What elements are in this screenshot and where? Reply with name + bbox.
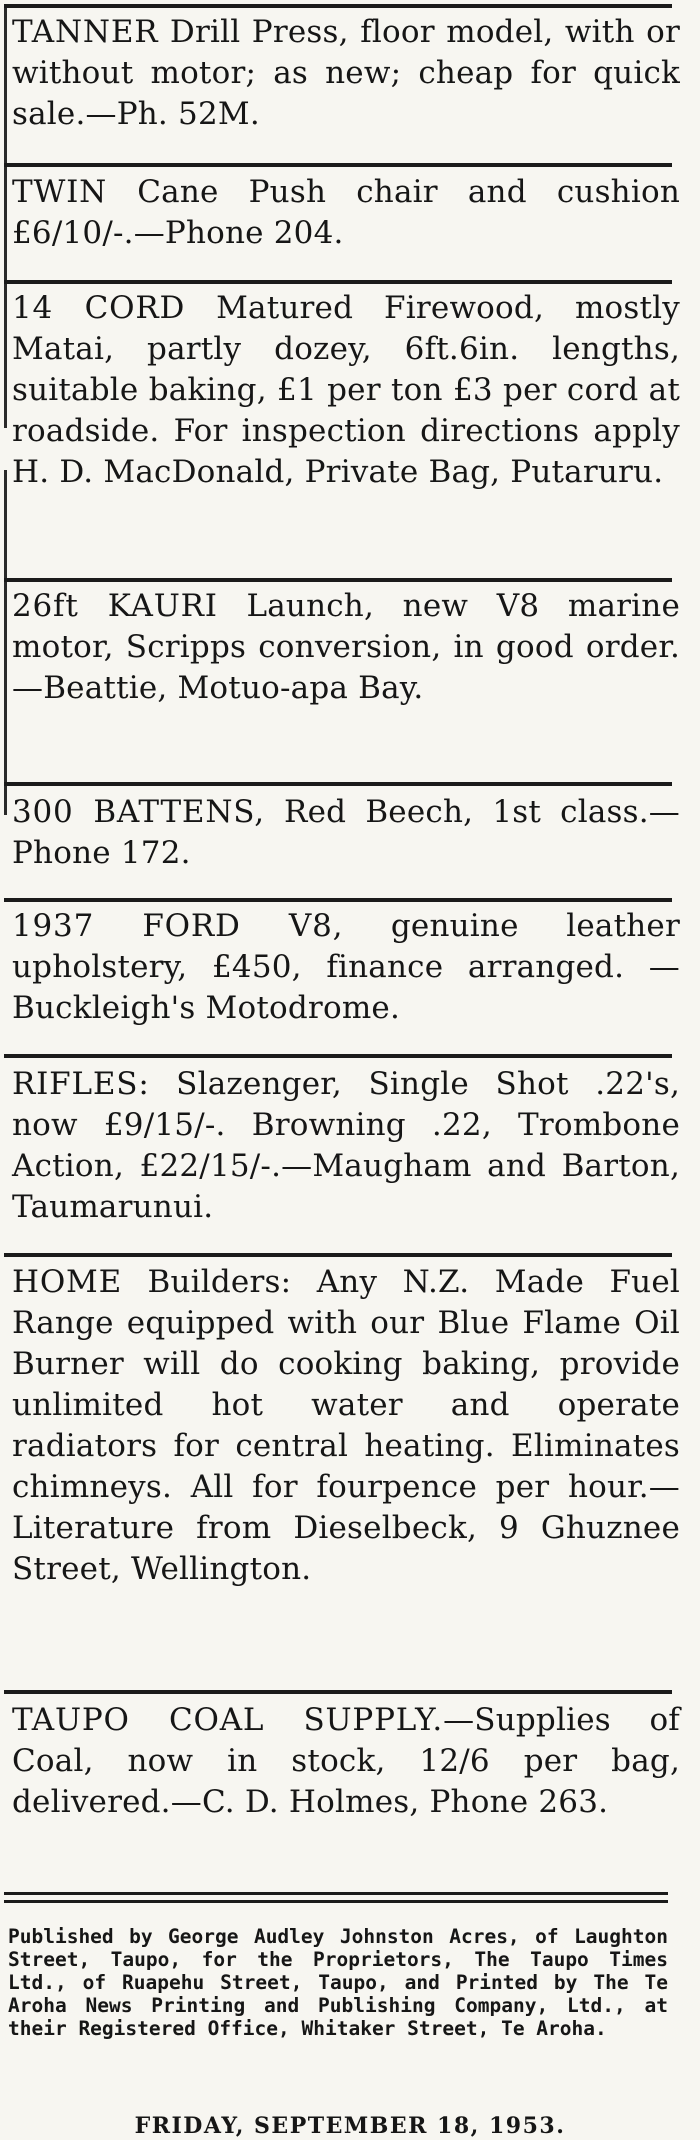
classified-ad [12, 1262, 680, 1590]
classified-ad [12, 906, 680, 1029]
closing-rule [4, 1900, 668, 1903]
divider-rule [4, 163, 672, 167]
ad-heading: RIFLES: [12, 1066, 150, 1102]
closing-rule [4, 1892, 668, 1895]
issue-dateline: FRIDAY, SEPTEMBER 18, 1953. [134, 2113, 566, 2139]
divider-rule [4, 898, 672, 902]
divider-rule [4, 1690, 672, 1694]
ad-heading: 26ft KAURI [12, 588, 218, 624]
ad-text: Red Beech, 1st class.—Phone 172. [12, 794, 680, 871]
column-edge [4, 470, 7, 815]
ad-text: Slazenger, Single Shot .22's, now £9/15/-. Browning .22, Trombone Action, £22/15/-.—Maugham and Barton, Taumarunui. [12, 1066, 680, 1225]
classified-ad [12, 172, 680, 254]
classified-ad [12, 792, 680, 874]
ad-text: Drill Press, floor model, with or without motor; as new; cheap for quick sale.—Ph. 52M. [12, 14, 680, 132]
classified-ad [12, 1700, 680, 1823]
ad-heading: 300 BATTENS, [12, 794, 265, 830]
divider-rule [4, 1253, 672, 1257]
publisher-imprint: Published by George Audley Johnston Acres, of Laughton Street, Taupo, for the Proprietors, The Taupo Times Ltd., of Ruapehu Street, Taupo, and Printed by The Te Aroha News Printing and Publishing Company, Ltd., at their Registered Office, Whitaker Street, Te Aroha. [8, 1925, 668, 2040]
classified-ad [12, 12, 680, 135]
classified-ad [12, 288, 680, 493]
ad-heading: TWIN [12, 174, 108, 210]
classified-ad [12, 1064, 680, 1228]
ad-heading: TAUPO COAL SUPPLY. [12, 1702, 444, 1738]
ad-heading: 14 CORD [12, 290, 186, 326]
ad-heading: HOME [12, 1264, 123, 1300]
divider-rule [4, 4, 672, 8]
ad-heading: TANNER [12, 14, 159, 50]
ad-text: Cane Push chair and cushion £6/10/-.—Phone 204. [12, 174, 680, 251]
divider-rule [4, 280, 672, 284]
divider-rule [4, 782, 672, 786]
classified-ad [12, 586, 680, 709]
ad-heading: 1937 FORD V8, [12, 908, 344, 944]
ad-text: genuine leather upholstery, £450, finance arranged. —Buckleigh's Motodrome. [12, 908, 680, 1026]
divider-rule [4, 578, 672, 582]
ad-text: —Supplies of Coal, now in stock, 12/6 per bag, delivered.—C. D. Holmes, Phone 263. [12, 1702, 680, 1820]
divider-rule [4, 1054, 672, 1058]
ad-text: Launch, new V8 marine motor, Scripps conversion, in good order.—Beattie, Motuo-apa Bay. [12, 588, 680, 706]
column-edge [4, 8, 7, 428]
ad-text: Builders: Any N.Z. Made Fuel Range equipped with our Blue Flame Oil Burner will do cooking baking, provide unlimited hot water and operate radiators for central heating. Eliminates chimneys. All for fourpence per hour.—Literature from Dieselbeck, 9 Ghuznee Street, Wellington. [12, 1264, 680, 1587]
ad-text: Matured Firewood, mostly Matai, partly dozey, 6ft.6in. lengths, suitable baking, £1 per ton £3 per cord at roadside. For inspection directions apply H. D. MacDonald, Private Bag, Putaruru. [12, 290, 681, 490]
